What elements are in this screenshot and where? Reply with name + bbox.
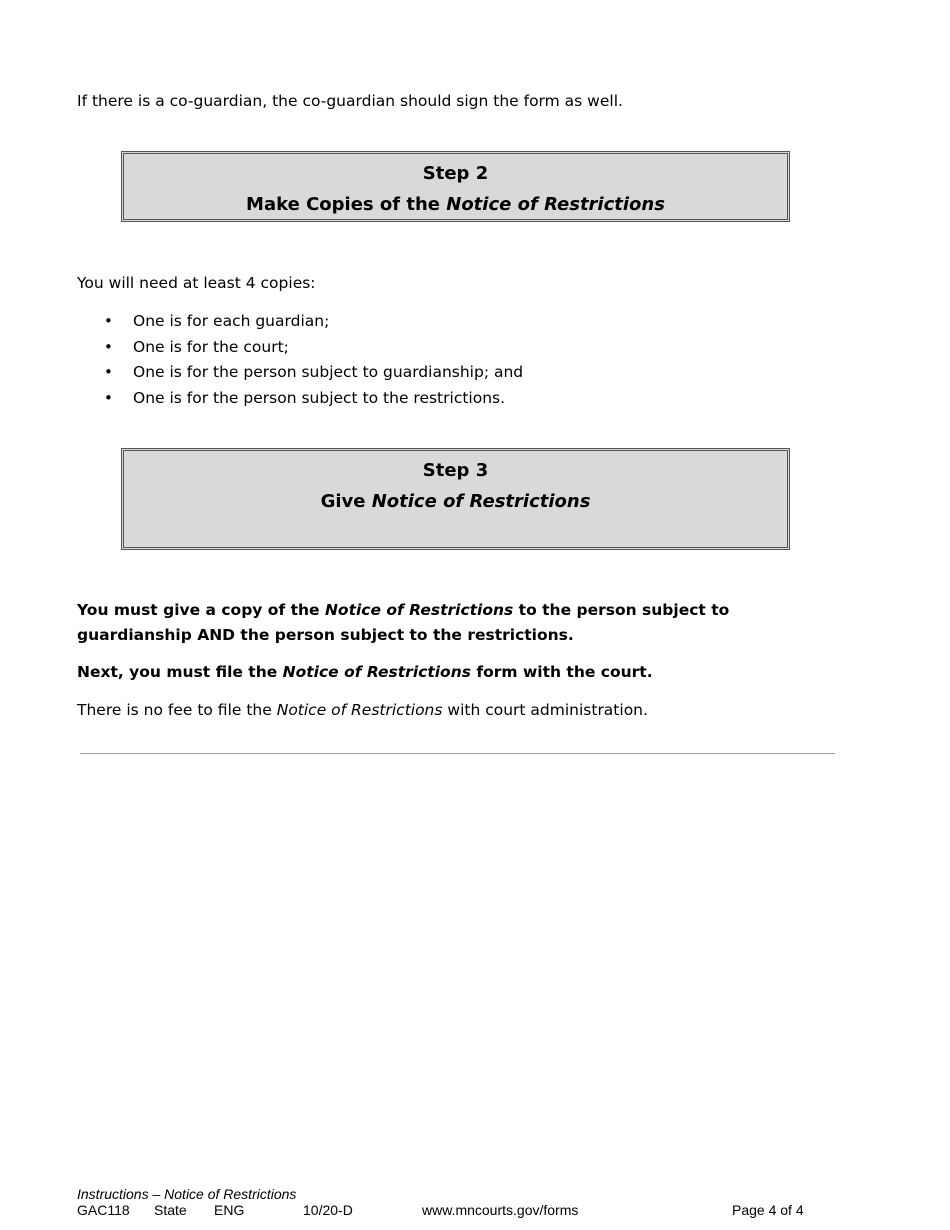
list-item-text: One is for the person subject to guardianship; and xyxy=(133,363,524,381)
list-item-text: One is for each guardian; xyxy=(133,312,330,330)
copies-lead xyxy=(77,272,316,294)
list-item-text: One is for the person subject to the restrictions. xyxy=(133,388,506,407)
footer-row xyxy=(77,1202,837,1218)
step-3-subtitle-italic: Notice of Restrictions xyxy=(371,491,591,512)
bullet-icon: • xyxy=(104,388,113,407)
step-3-box xyxy=(121,448,790,550)
step-2-subtitle-prefix: Make Copies of the xyxy=(246,194,447,215)
list-item xyxy=(104,310,523,336)
step-3-title: Step 3 xyxy=(422,460,489,481)
list-item xyxy=(104,387,523,413)
fee-prefix: There is no fee to file the xyxy=(77,701,277,719)
footer-page-number: Page 4 of 4 xyxy=(732,1202,804,1218)
footer-website: www.mncourts.gov/forms xyxy=(422,1202,579,1218)
step-3-subtitle-prefix: Give xyxy=(320,491,372,512)
file-italic: Notice of Restrictions xyxy=(282,663,471,681)
bullet-icon: • xyxy=(104,312,113,330)
footer-jurisdiction: State xyxy=(154,1202,187,1218)
intro-paragraph xyxy=(77,90,623,112)
fee-paragraph xyxy=(77,699,648,721)
fee-suffix: with court administration. xyxy=(442,701,648,719)
file-prefix: Next, you must file the xyxy=(77,663,283,681)
list-item xyxy=(104,361,523,387)
section-divider xyxy=(80,753,835,754)
copies-lead-text: You will need at least 4 copies: xyxy=(77,274,316,292)
footer-form-code: GAC118 xyxy=(77,1202,130,1218)
step-2-box xyxy=(121,151,790,222)
give-prefix: You must give a copy of the xyxy=(77,601,325,619)
give-italic: Notice of Restrictions xyxy=(324,601,514,619)
footer-title: Instructions – Notice of Restrictions xyxy=(77,1186,297,1202)
bullet-icon: • xyxy=(104,363,113,381)
file-suffix: form with the court. xyxy=(470,663,653,681)
step-2-subtitle xyxy=(124,193,787,217)
bullet-icon: • xyxy=(104,337,113,356)
list-item-text: One is for the court; xyxy=(133,337,289,356)
footer-language: ENG xyxy=(214,1202,245,1218)
copies-list xyxy=(104,310,523,412)
file-form-paragraph xyxy=(77,661,653,683)
step-2-subtitle-italic: Notice of Restrictions xyxy=(446,194,665,215)
step-3-subtitle xyxy=(124,490,787,514)
list-item xyxy=(104,336,523,362)
footer-revision: 10/20-D xyxy=(303,1202,353,1218)
give-copy-paragraph xyxy=(77,598,847,648)
intro-text: If there is a co-guardian, the co-guardian should sign the form as well. xyxy=(77,92,623,110)
fee-italic: Notice of Restrictions xyxy=(276,701,443,719)
give-suffix: to the person subject to guardianship AND the person subject to the restrictions. xyxy=(77,601,730,644)
step-2-title: Step 2 xyxy=(422,163,489,184)
